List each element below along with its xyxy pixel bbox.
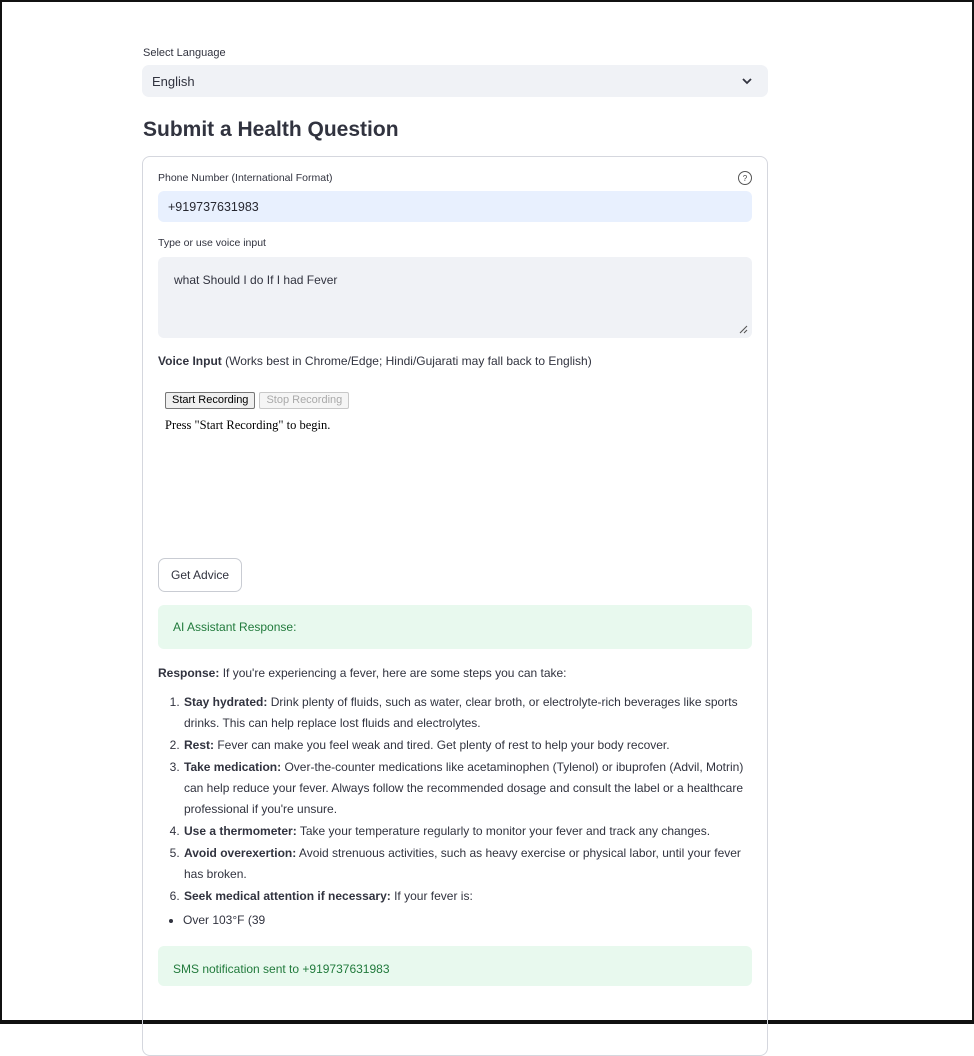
list-item (183, 821, 752, 842)
question-label: Type or use voice input (158, 237, 266, 249)
step-text: Fever can make you feel weak and tired. Get plenty of rest to help your body recover. (214, 738, 670, 752)
question-text: what Should I do If I had Fever (174, 273, 338, 287)
voice-title-note: (Works best in Chrome/Edge; Hindi/Gujarati may fall back to English) (221, 354, 592, 368)
chevron-down-icon (740, 74, 754, 88)
step-title: Take medication: (184, 760, 282, 774)
fever-bullets-list (158, 910, 752, 930)
sms-notice-banner: SMS notification sent to +919737631983 (158, 946, 752, 986)
phone-input[interactable]: +919737631983 (158, 191, 752, 222)
step-text: Take your temperature regularly to monitor your fever and track any changes. (296, 824, 711, 838)
phone-label: Phone Number (International Format) (158, 172, 333, 184)
response-lead-text: If you're experiencing a fever, here are some steps you can take: (219, 666, 567, 680)
step-text: Drink plenty of fluids, such as water, clear broth, or electrolyte-rich beverages like sports drinks. This can help replace lost fluids and electrolytes. (184, 695, 738, 730)
list-item (183, 886, 752, 907)
stop-recording-button[interactable]: Stop Recording (259, 392, 349, 409)
list-item (183, 735, 752, 756)
question-form (142, 156, 768, 1056)
step-title: Rest: (184, 738, 215, 752)
step-title: Stay hydrated: (184, 695, 268, 709)
language-value: English (152, 73, 195, 89)
question-textarea[interactable] (158, 257, 752, 338)
list-item (183, 757, 752, 820)
get-advice-button[interactable]: Get Advice (158, 558, 242, 592)
response-lead (158, 666, 752, 680)
step-text: If your fever is: (390, 889, 473, 903)
list-item (183, 692, 752, 734)
voice-title-bold: Voice Input (158, 354, 222, 368)
recording-controls (165, 392, 752, 409)
step-title: Seek medical attention if necessary: (184, 889, 391, 903)
response-lead-bold: Response: (158, 666, 220, 680)
help-icon[interactable]: ? (738, 171, 752, 185)
voice-input-title (158, 354, 752, 368)
phone-label-row (158, 171, 752, 185)
list-item: • Over 103°F (39 (183, 910, 752, 930)
list-item (183, 843, 752, 885)
recording-status: Press "Start Recording" to begin. (165, 418, 331, 432)
start-recording-button[interactable]: Start Recording (165, 392, 255, 409)
main-container (142, 42, 768, 1056)
language-select[interactable] (142, 65, 768, 97)
step-title: Avoid overexertion: (184, 846, 297, 860)
ai-response-banner: AI Assistant Response: (158, 605, 752, 649)
step-text: Over-the-counter medications like acetaminophen (Tylenol) or ibuprofen (Advil, Motrin) can help reduce your fever. Always follow the recommended dosage and consult the label or a healthcare professional if you're unsure. (184, 760, 744, 816)
step-text: Avoid strenuous activities, such as heavy exercise or physical labor, until your fever has broken. (184, 846, 741, 881)
resize-grip-icon[interactable] (738, 324, 748, 334)
language-label: Select Language (143, 47, 226, 59)
advice-steps-list (158, 692, 752, 907)
page-title: Submit a Health Question (143, 118, 399, 141)
step-title: Use a thermometer: (184, 824, 297, 838)
